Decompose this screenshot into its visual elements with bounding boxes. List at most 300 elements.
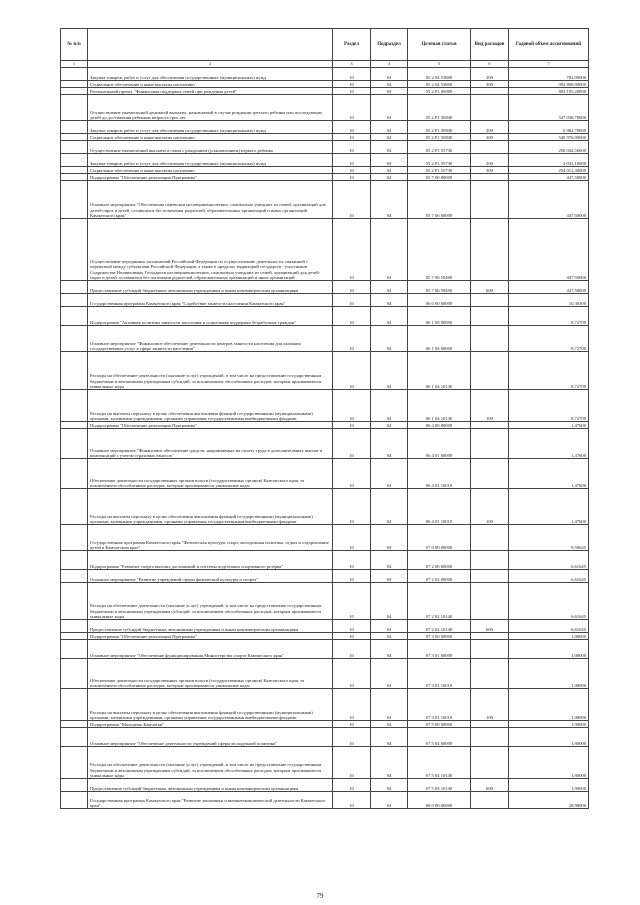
row-razdel-cell: 10 [333,792,371,809]
row-amount-cell: 1,90000 [509,728,589,747]
row-name-cell: Основное мероприятие "Развитие учреждений сферы физической культуры и спорта" [88,570,333,583]
row-amount-cell: 447,50000 [509,219,589,281]
row-podrazdel-cell: 04 [371,294,408,307]
row-razdel-cell: 10 [333,352,371,390]
table-row [61,88,589,95]
row-expense-type-cell: 600 [471,779,509,792]
row-amount-cell: 6,61645 [509,570,589,583]
row-razdel-cell: 10 [333,659,371,689]
row-razdel-cell: 10 [333,779,371,792]
row-name-cell: Государственная программа Камчатского края "Физическая культура, спорт, молодежная политика, отдых и оздоровление детей в Камчатском крае" [88,525,333,551]
row-target-article-cell: 07 2 02 00000 [408,570,471,583]
row-podrazdel-cell: 04 [371,121,408,134]
row-number-cell [61,167,88,174]
row-podrazdel-cell: 04 [371,134,408,141]
row-name-cell: Осуществление переданных полномочий Российской Федерации по осуществлению деятельности, связанной с перевозкой между субъектами Российской Федерации, а также в пределах территорий государств - участников Содружества Независимых Государств несовершеннолетних, самовольно ушедших из семей, организаций для детей-сирот и детей, оставшихся без попечения родителей, образовательных организаций и иных организаций [88,219,333,281]
table-row [61,721,589,728]
row-name-cell: Государственная программа Камчатского края "Развитие экономики и внешнеэкономической деятельности Камчатского края" [88,792,333,809]
row-number-cell [61,459,88,489]
row-target-article-cell: 07 5 04 10140 [408,747,471,779]
row-podrazdel-cell: 04 [371,429,408,459]
col-header-podrazdel: Подраздел [371,29,408,61]
row-podrazdel-cell: 04 [371,747,408,779]
row-podrazdel-cell: 04 [371,422,408,429]
row-target-article-cell: 05 2 P1 55730 [408,141,471,154]
table-row [61,219,589,281]
row-razdel-cell: 10 [333,583,371,620]
row-number-cell [61,640,88,659]
table-row [61,728,589,747]
row-name-cell: Обеспечение деятельности государственных органов власти (государственных органов) Камчатского края, за исключением обособленных расходов, которым присваиваются уникальные коды [88,659,333,689]
col-number: 4 [371,61,408,68]
row-number-cell [61,141,88,154]
row-amount-cell: 256 044,50000 [509,141,589,154]
row-razdel-cell: 10 [333,219,371,281]
row-number-cell [61,792,88,809]
row-expense-type-cell [471,525,509,551]
table-row [61,68,589,81]
row-podrazdel-cell: 04 [371,352,408,390]
row-number-cell [61,390,88,422]
row-target-article-cell: 07 2 02 10140 [408,620,471,633]
row-expense-type-cell [471,747,509,779]
row-number-cell [61,181,88,219]
row-target-article-cell: 05 7 06 59400 [408,219,471,281]
row-expense-type-cell [471,181,509,219]
table-row [61,294,589,307]
table-row [61,281,589,294]
row-razdel-cell: 10 [333,640,371,659]
row-amount-cell: 540 976,00000 [509,134,589,141]
table-row [61,141,589,154]
row-number-cell [61,95,88,121]
row-name-cell: Основное мероприятие "Обеспечение функционирования Министерства спорта Камчатского края" [88,640,333,659]
table-row [61,154,589,167]
row-expense-type-cell [471,459,509,489]
row-razdel-cell: 10 [333,489,371,525]
row-name-cell: Государственная программа Камчатского края "Содействие занятости населения Камчатского края" [88,294,333,307]
row-amount-cell: 447,50000 [509,174,589,181]
row-podrazdel-cell: 04 [371,779,408,792]
row-amount-cell: 2 032,10000 [509,154,589,167]
row-number-cell [61,659,88,689]
row-target-article-cell: 05 2 P1 55730 [408,154,471,167]
row-razdel-cell: 10 [333,721,371,728]
row-target-article-cell: 07 3 01 10010 [408,689,471,721]
row-name-cell: Подпрограмма "Развитие спорта высших достижений и системы подготовки спортивного резерва" [88,551,333,570]
row-number-cell [61,219,88,281]
row-amount-cell: 6,61645 [509,583,589,620]
row-razdel-cell: 10 [333,689,371,721]
row-podrazdel-cell: 04 [371,659,408,689]
row-podrazdel-cell: 04 [371,640,408,659]
row-amount-cell: 447,50000 [509,181,589,219]
row-expense-type-cell [471,721,509,728]
row-razdel-cell: 10 [333,390,371,422]
row-amount-cell: 1,90000 [509,779,589,792]
col-number: 1 [61,61,88,68]
row-expense-type-cell [471,307,509,326]
row-podrazdel-cell: 04 [371,620,408,633]
row-target-article-cell: 06 1 04 00000 [408,326,471,352]
row-razdel-cell: 10 [333,154,371,167]
row-expense-type-cell: 300 [471,81,509,88]
row-amount-cell: 8,72700 [509,307,589,326]
row-amount-cell: 1,47600 [509,459,589,489]
row-podrazdel-cell: 04 [371,219,408,281]
row-name-cell: Расходы на выплаты персоналу в целях обеспечения выполнения функций государственными (муниципальными) органами, казенными учреждениями, органами управления государственными внебюджетными фондами [88,689,333,721]
row-target-article-cell: 06 1 00 00000 [408,307,471,326]
row-razdel-cell: 10 [333,633,371,640]
row-razdel-cell: 10 [333,88,371,95]
row-amount-cell: 1,47600 [509,429,589,459]
row-number-cell [61,583,88,620]
row-target-article-cell: 06 0 00 00000 [408,294,471,307]
row-amount-cell: 8,72700 [509,326,589,352]
row-name-cell: Предоставление субсидий бюджетным, автономным учреждениям и иным некоммерческим организациям [88,620,333,633]
row-amount-cell: 254 012,40000 [509,167,589,174]
row-number-cell [61,121,88,134]
row-name-cell: Региональный проект "Финансовая поддержка семей при рождении детей" [88,88,333,95]
row-expense-type-cell: 100 [471,689,509,721]
row-name-cell: Подпрограмма "Молодежь Камчатки" [88,721,333,728]
row-amount-cell: 782,00000 [509,68,589,81]
row-name-cell: Социальное обеспечение и иные выплаты населению [88,81,333,88]
row-expense-type-cell [471,352,509,390]
row-podrazdel-cell: 04 [371,281,408,294]
row-target-article-cell: 05 2 P1 50840 [408,121,471,134]
table-row [61,659,589,689]
table-row [61,570,589,583]
row-razdel-cell: 10 [333,728,371,747]
row-number-cell [61,570,88,583]
row-podrazdel-cell: 04 [371,570,408,583]
page-number: 79 [316,892,324,900]
table-row [61,326,589,352]
row-amount-cell: 8,72700 [509,352,589,390]
row-podrazdel-cell: 04 [371,721,408,728]
col-number: 3 [333,61,371,68]
row-name-cell: Расходы на обеспечение деятельности (оказание услуг) учреждений, в том числе на предоставление государственным бюджетным и автономным учреждениям субсидий, за исключением обособленных расходов, которым присваиваются уникальные коды [88,747,333,779]
row-target-article-cell: 07 5 04 00000 [408,728,471,747]
row-name-cell: Основное мероприятие "Финансовое обеспечение деятельности центров занятости населения для оказания государственных услуг в сфере занятости населения" [88,326,333,352]
row-number-cell [61,422,88,429]
row-expense-type-cell [471,429,509,459]
table-row [61,81,589,88]
row-target-article-cell: 05 7 06 59400 [408,281,471,294]
row-number-cell [61,633,88,640]
row-expense-type-cell [471,728,509,747]
row-amount-cell: 1,47600 [509,489,589,525]
row-razdel-cell: 10 [333,570,371,583]
row-expense-type-cell [471,633,509,640]
row-number-cell [61,620,88,633]
table-row [61,167,589,174]
row-amount-cell: 6,61645 [509,551,589,570]
row-podrazdel-cell: 04 [371,307,408,326]
row-razdel-cell: 10 [333,174,371,181]
row-razdel-cell: 10 [333,281,371,294]
row-target-article-cell: 05 7 00 00000 [408,174,471,181]
row-expense-type-cell: 300 [471,167,509,174]
row-amount-cell: 10,30300 [509,294,589,307]
row-podrazdel-cell: 04 [371,792,408,809]
table-row [61,307,589,326]
table-row [61,792,589,809]
row-podrazdel-cell: 04 [371,81,408,88]
row-target-article-cell: 06 4 01 10010 [408,459,471,489]
row-expense-type-cell: 100 [471,390,509,422]
row-expense-type-cell [471,659,509,689]
row-name-cell: Социальное обеспечение и иные выплаты населению [88,167,333,174]
table-row [61,459,589,489]
row-expense-type-cell: 600 [471,281,509,294]
row-target-article-cell: 06 4 01 00000 [408,429,471,459]
row-target-article-cell: 07 0 00 00000 [408,525,471,551]
row-podrazdel-cell: 04 [371,459,408,489]
row-target-article-cell: 07 3 00 00000 [408,633,471,640]
table-row [61,134,589,141]
row-expense-type-cell: 100 [471,489,509,525]
row-amount-cell: 1,08000 [509,659,589,689]
row-podrazdel-cell: 04 [371,689,408,721]
row-podrazdel-cell: 04 [371,154,408,167]
row-name-cell: Осуществление ежемесячной выплаты в связи с рождением (усыновлением) первого ребенка [88,141,333,154]
col-number: 6 [471,61,509,68]
row-expense-type-cell: 300 [471,134,509,141]
row-name-cell: Расходы на обеспечение деятельности (оказание услуг) учреждений, в том числе на предоставление государственным бюджетным и автономным учреждениям субсидий, за исключением обособленных расходов, которым присваиваются уникальные коды [88,583,333,620]
row-expense-type-cell [471,88,509,95]
col-header-number: № п/п [61,29,88,61]
table-row [61,489,589,525]
row-podrazdel-cell: 04 [371,141,408,154]
row-podrazdel-cell: 04 [371,167,408,174]
row-number-cell [61,174,88,181]
row-name-cell: Подпрограмма "Обеспечение реализации Программы" [88,633,333,640]
row-number-cell [61,307,88,326]
row-expense-type-cell [471,219,509,281]
table-row [61,422,589,429]
row-name-cell: Обеспечение деятельности государственных органов власти (государственных органов) Камчатского края, за исключением обособленных расходов, которым присваиваются уникальные коды [88,459,333,489]
row-number-cell [61,728,88,747]
row-amount-cell: 1,08000 [509,689,589,721]
row-target-article-cell: 07 5 04 10140 [408,779,471,792]
col-header-expense-type: Вид расходов [471,29,509,61]
col-number: 7 [509,61,589,68]
row-target-article-cell: 07 2 02 10140 [408,583,471,620]
row-name-cell: Предоставление субсидий бюджетным, автономным учреждениям и иным некоммерческим организациям [88,281,333,294]
row-podrazdel-cell: 04 [371,489,408,525]
row-target-article-cell: 06 1 04 10140 [408,390,471,422]
row-target-article-cell: 07 3 01 00000 [408,640,471,659]
row-expense-type-cell: 200 [471,68,509,81]
col-header-annual-amount: Годовой объем ассигнований [509,29,589,61]
row-target-article-cell: 06 4 00 00000 [408,422,471,429]
row-podrazdel-cell: 04 [371,525,408,551]
row-number-cell [61,81,88,88]
row-target-article-cell: 05 2 04 53800 [408,81,471,88]
table-row [61,747,589,779]
row-amount-cell: 1,90000 [509,747,589,779]
row-razdel-cell: 10 [333,81,371,88]
row-podrazdel-cell: 04 [371,633,408,640]
row-number-cell [61,689,88,721]
row-podrazdel-cell: 04 [371,390,408,422]
table-row [61,551,589,570]
row-target-article-cell: 05 2 P1 55730 [408,167,471,174]
row-number-cell [61,429,88,459]
row-podrazdel-cell: 04 [371,326,408,352]
row-target-article-cell: 05 2 04 53800 [408,68,471,81]
table-row [61,689,589,721]
row-razdel-cell: 10 [333,422,371,429]
row-amount-cell: 392 800,00000 [509,81,589,88]
row-target-article-cell: 06 1 04 10140 [408,352,471,390]
row-expense-type-cell: 200 [471,154,509,167]
row-name-cell: Закупка товаров, работ и услуг для обеспечения государственных (муниципальных) нужд [88,68,333,81]
row-podrazdel-cell: 04 [371,95,408,121]
row-razdel-cell: 10 [333,326,371,352]
row-name-cell: Закупка товаров, работ и услуг для обеспечения государственных (муниципальных) нужд [88,154,333,167]
row-name-cell: Предоставление субсидий бюджетным, автономным учреждениям и иным некоммерческим организациям [88,779,333,792]
row-target-article-cell: 07 2 00 00000 [408,551,471,570]
row-amount-cell: 1,08000 [509,640,589,659]
table-row [61,352,589,390]
table-row [61,633,589,640]
row-amount-cell: 9,59645 [509,525,589,551]
row-name-cell: Подпрограмма "Обеспечение реализации Программы" [88,174,333,181]
row-number-cell [61,779,88,792]
row-amount-cell: 28,98000 [509,792,589,809]
row-target-article-cell: 06 4 01 10010 [408,489,471,525]
col-header-name [88,29,333,61]
row-name-cell: Основное мероприятие "Обеспечение деятельности учреждений сферы молодежной политики" [88,728,333,747]
row-expense-type-cell [471,294,509,307]
row-podrazdel-cell: 04 [371,728,408,747]
row-expense-type-cell [471,640,509,659]
row-name-cell: Основное мероприятие "Обеспечение перевозки несовершеннолетних, самовольно ушедших из семей, организаций для детей-сирот и детей, оставшихся без попечения родителей, образовательных организаций и иных организаций Камчатского края" [88,181,333,219]
row-expense-type-cell [471,570,509,583]
table-row [61,583,589,620]
row-razdel-cell: 10 [333,95,371,121]
table-row [61,121,589,134]
row-expense-type-cell [471,551,509,570]
table-body [61,68,589,809]
col-number: 5 [408,61,471,68]
row-name-cell: Основное мероприятие "Финансовое обеспечение средств, направляемых на оплату труда в дополнительных выплат и компенсаций с учетом страховых взносов" [88,429,333,459]
row-razdel-cell: 10 [333,167,371,174]
row-razdel-cell: 10 [333,620,371,633]
row-podrazdel-cell: 04 [371,181,408,219]
row-amount-cell: 1,47600 [509,422,589,429]
row-amount-cell: 447,50000 [509,281,589,294]
table-row [61,525,589,551]
table-row [61,181,589,219]
row-number-cell [61,747,88,779]
row-razdel-cell: 10 [333,747,371,779]
row-podrazdel-cell: 04 [371,68,408,81]
row-amount-cell: 6 082,70000 [509,121,589,134]
row-number-cell [61,551,88,570]
row-razdel-cell: 10 [333,121,371,134]
col-header-razdel: Раздел [333,29,371,61]
row-expense-type-cell: 600 [471,620,509,633]
row-name-cell: Социальное обеспечение и иные выплаты населению [88,134,333,141]
row-number-cell [61,294,88,307]
row-number-cell [61,68,88,81]
table-row [61,779,589,792]
row-name-cell: Расходы на выплаты персоналу в целях обеспечения выполнения функций государственными (муниципальными) органами, казенными учреждениями, органами управления государственными внебюджетными фондами [88,390,333,422]
row-razdel-cell: 10 [333,525,371,551]
table-row [61,640,589,659]
row-number-cell [61,489,88,525]
row-podrazdel-cell: 04 [371,174,408,181]
row-razdel-cell: 10 [333,181,371,219]
row-number-cell [61,525,88,551]
row-expense-type-cell [471,583,509,620]
row-amount-cell: 8,72700 [509,390,589,422]
table-row [61,620,589,633]
col-header-target-article: Целевая статья [408,29,471,61]
row-razdel-cell: 10 [333,68,371,81]
row-number-cell [61,326,88,352]
row-expense-type-cell [471,326,509,352]
row-name-cell: Подпрограмма "Обеспечение реализации Программы" [88,422,333,429]
row-target-article-cell: 07 5 00 00000 [408,721,471,728]
row-razdel-cell: 10 [333,459,371,489]
row-name-cell: Закупка товаров, работ и услуг для обеспечения государственных (муниципальных) нужд [88,121,333,134]
row-amount-cell: 547 036,70000 [509,95,589,121]
row-number-cell [61,134,88,141]
row-razdel-cell: 10 [333,134,371,141]
row-number-cell [61,352,88,390]
row-number-cell [61,721,88,728]
row-target-article-cell: 05 2 P1 00000 [408,88,471,95]
row-expense-type-cell [471,141,509,154]
row-number-cell [61,154,88,167]
row-amount-cell: 803 105,20000 [509,88,589,95]
table-row [61,429,589,459]
row-name-cell: Расходы на обеспечение деятельности (оказание услуг) учреждений, в том числе на предоставление государственным бюджетным и автономным учреждениям субсидий, за исключением обособленных расходов, которым присваиваются уникальные коды [88,352,333,390]
row-razdel-cell: 10 [333,294,371,307]
row-razdel-cell: 10 [333,307,371,326]
row-number-cell [61,88,88,95]
row-podrazdel-cell: 04 [371,88,408,95]
col-number: 2 [88,61,333,68]
row-razdel-cell: 10 [333,141,371,154]
row-expense-type-cell: 200 [471,121,509,134]
header-row [61,29,589,61]
row-expense-type-cell [471,422,509,429]
row-target-article-cell: 05 2 P1 50840 [408,134,471,141]
row-expense-type-cell [471,792,509,809]
row-amount-cell: 1,08000 [509,633,589,640]
row-amount-cell: 1,90000 [509,721,589,728]
row-name-cell: Расходы на выплаты персоналу в целях обеспечения выполнения функций государственными (муниципальными) органами, казенными учреждениями, органами управления государственными внебюджетными фондами [88,489,333,525]
row-number-cell [61,281,88,294]
row-amount-cell: 6,61645 [509,620,589,633]
row-target-article-cell: 05 2 P1 50840 [408,95,471,121]
row-name-cell: Осуществление ежемесячной денежной выплаты, назначаемой в случае рождения третьего ребенка или последующих детей до достижения ребенком возраста трех лет [88,95,333,121]
row-razdel-cell: 10 [333,429,371,459]
table-row [61,390,589,422]
column-number-row [61,61,589,68]
row-expense-type-cell [471,95,509,121]
row-target-article-cell: 07 3 01 10010 [408,659,471,689]
row-podrazdel-cell: 04 [371,583,408,620]
row-target-article-cell: 05 7 06 00000 [408,181,471,219]
row-podrazdel-cell: 04 [371,551,408,570]
